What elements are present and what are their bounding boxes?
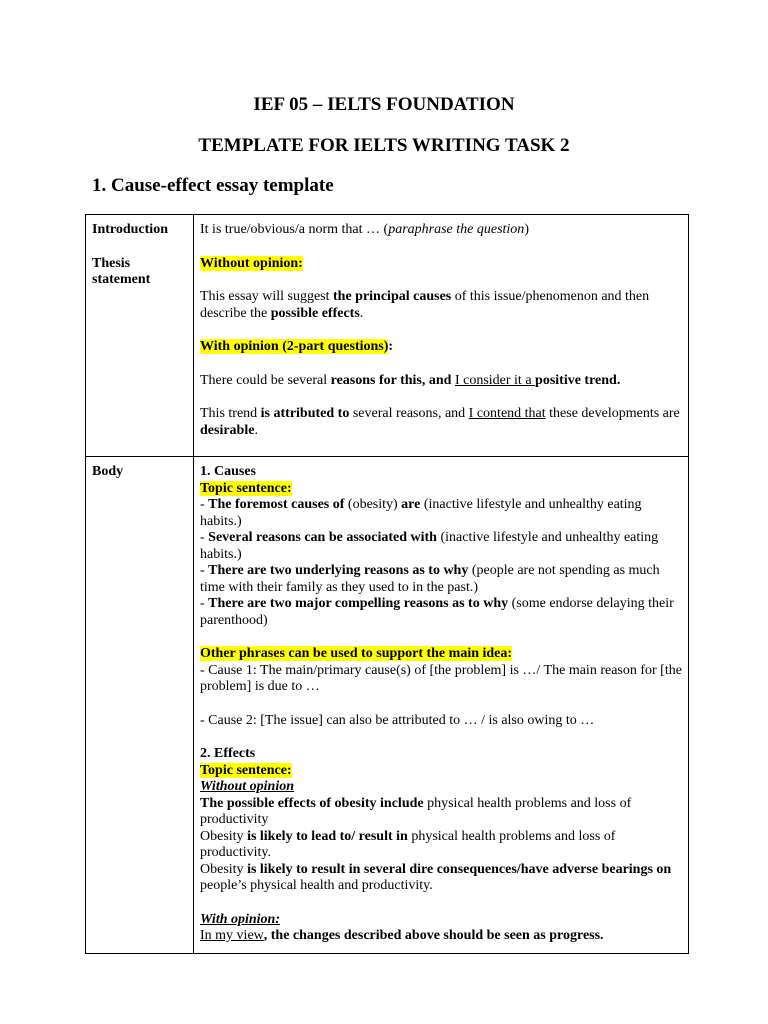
effects-topic-sentence-label: Topic sentence: bbox=[200, 762, 292, 778]
course-title: IEF 05 – IELTS FOUNDATION bbox=[253, 94, 515, 115]
effect-phrase-3: Obesity is likely to result in several dire consequences/have adverse bearings on people’s physical health and productivity. bbox=[200, 861, 672, 893]
row-label-body bbox=[86, 457, 194, 954]
label-introduction: Introduction bbox=[92, 222, 168, 237]
with-opinion-sentence-2: This trend is attributed to several reasons, and I contend that these developments are desirable. bbox=[200, 406, 680, 438]
causes-topic-sentence-label: Topic sentence: bbox=[200, 480, 292, 496]
template-table bbox=[85, 214, 689, 954]
row-label-introduction bbox=[86, 215, 194, 457]
with-opinion-heading: With opinion (2-part questions): bbox=[200, 339, 394, 354]
document-title: TEMPLATE FOR IELTS WRITING TASK 2 bbox=[198, 135, 570, 156]
intro-paraphrase-line: It is true/obvious/a norm that … (paraphrase the question) bbox=[200, 222, 529, 237]
cause-phrase-4: - There are two major compelling reasons as to why (some endorse delaying their parenthood) bbox=[200, 596, 674, 628]
cause-1-phrase: - Cause 1: The main/primary cause(s) of [the problem] is …/ The main reason for [the problem] is due to … bbox=[200, 662, 682, 694]
other-phrases-heading: Other phrases can be used to support the main idea: bbox=[200, 646, 513, 661]
table-row-introduction bbox=[86, 215, 689, 457]
table-row-body bbox=[86, 457, 689, 954]
without-opinion-heading: Without opinion: bbox=[200, 255, 303, 271]
cause-phrase-3: - There are two underlying reasons as to why (people are not spending as much time with their family as they used to in the past.) bbox=[200, 563, 660, 595]
effect-phrase-2: Obesity is likely to lead to/ result in physical health problems and loss of productivity. bbox=[200, 828, 616, 860]
cause-2-phrase: - Cause 2: [The issue] can also be attributed to … / is also owing to … bbox=[200, 712, 595, 728]
effect-phrase-1: The possible effects of obesity include physical health problems and loss of productivity bbox=[200, 795, 632, 827]
label-thesis-statement: Thesis statement bbox=[92, 255, 151, 287]
with-opinion-label: With opinion: bbox=[200, 911, 281, 927]
cause-phrase-2: - Several reasons can be associated with (inactive lifestyle and unhealthy eating habits.) bbox=[200, 530, 659, 562]
without-opinion-sentence: This essay will suggest the principal causes of this issue/phenomenon and then describe the possible effects. bbox=[200, 289, 650, 321]
with-opinion-sentence-1: There could be several reasons for this, and I consider it a positive trend. bbox=[200, 372, 621, 388]
cause-phrase-1: - The foremost causes of (obesity) are (inactive lifestyle and unhealthy eating habits.) bbox=[200, 497, 642, 529]
effects-heading: 2. Effects bbox=[200, 746, 256, 761]
body-content bbox=[194, 457, 689, 954]
label-body: Body bbox=[92, 464, 124, 479]
causes-heading: 1. Causes bbox=[200, 464, 257, 479]
without-opinion-label: Without opinion bbox=[200, 779, 295, 794]
section-heading: 1. Cause-effect essay template bbox=[92, 175, 334, 196]
with-opinion-conclusion: In my view, the changes described above should be seen as progress. bbox=[200, 928, 604, 943]
introduction-content bbox=[194, 215, 689, 457]
